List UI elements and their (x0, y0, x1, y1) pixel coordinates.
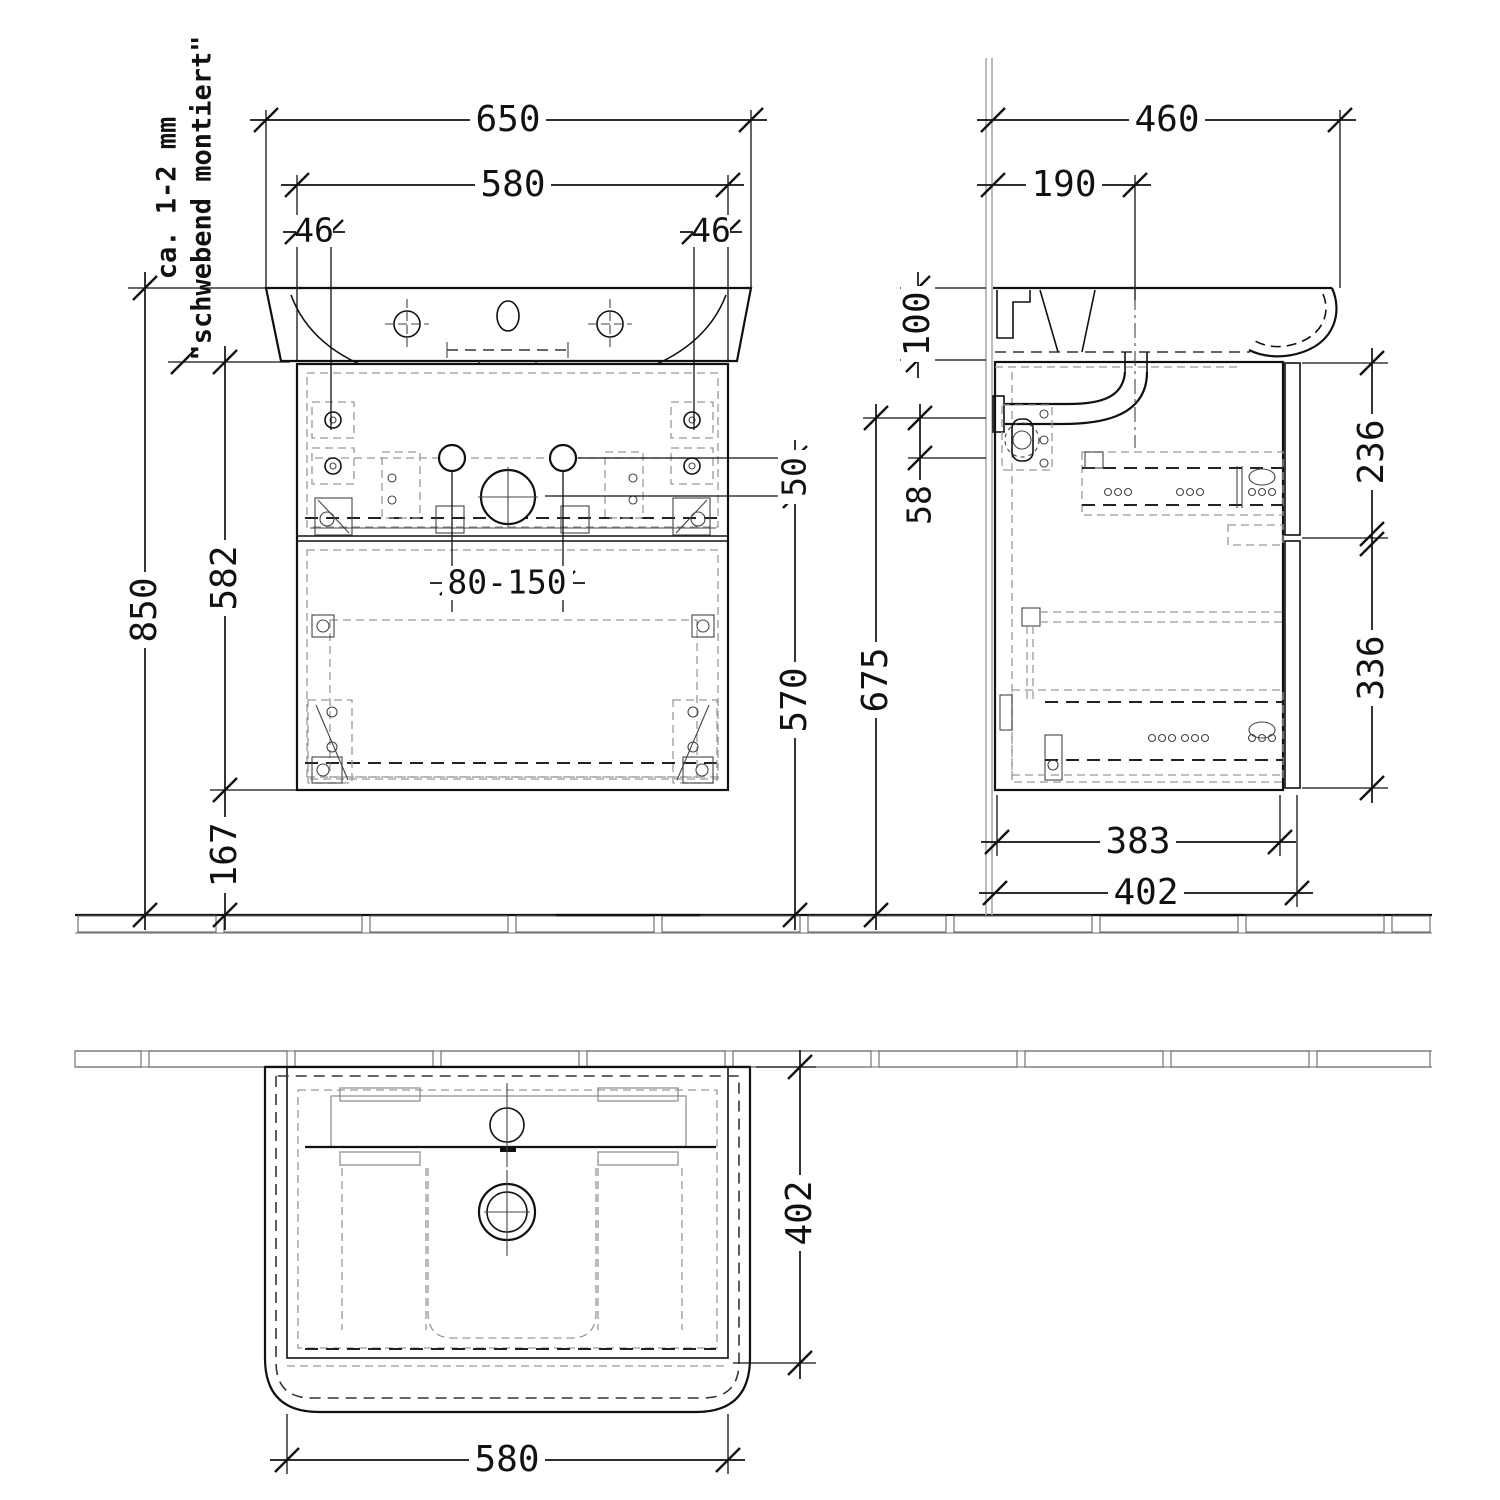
dim-label-402-side: 402 (1113, 872, 1179, 913)
dim-side-drawer-front-heights (1302, 348, 1392, 803)
tile-row-upper (78, 915, 1430, 932)
dim-side-trap-offset (977, 164, 1151, 300)
dim-label-50: 50 (774, 457, 814, 497)
dim-label-336: 336 (1351, 635, 1392, 701)
dim-front-cabinet-height (168, 346, 300, 930)
dim-label-675: 675 (855, 647, 896, 713)
note-line-1: ca. 1-2 mm (151, 116, 183, 280)
floor-line-and-tiles (75, 915, 1432, 1067)
tile-row-lower (75, 1051, 1432, 1067)
dim-label-190: 190 (1031, 164, 1097, 205)
note-line-2: "schwebend montiert" (186, 35, 218, 361)
dim-label-460: 460 (1134, 99, 1200, 140)
mounting-note (152, 35, 218, 360)
dim-label-46-right: 46 (691, 210, 731, 250)
front-view (266, 288, 751, 790)
dim-label-58: 58 (899, 485, 939, 525)
dim-plan-width (270, 1414, 745, 1480)
dim-label-100: 100 (897, 291, 938, 357)
dim-label-167: 167 (204, 822, 245, 888)
dim-label-582: 582 (204, 545, 245, 611)
dim-label-580-plan: 580 (474, 1439, 540, 1480)
dim-label-850: 850 (124, 577, 165, 643)
side-cabinet (995, 362, 1300, 790)
dim-side-bracket-offset (863, 404, 986, 525)
dim-label-46-left: 46 (294, 210, 334, 250)
dim-label-80-150: 80-150 (447, 562, 567, 602)
dim-label-402-plan: 402 (779, 1180, 820, 1246)
upper-drawer-front (1285, 363, 1300, 535)
dim-label-570: 570 (774, 667, 815, 733)
lower-drawer-front (1285, 541, 1300, 788)
plan-view (265, 1067, 750, 1412)
dim-side-basin-height (897, 272, 986, 378)
dim-side-carcass-depth (981, 795, 1296, 862)
dim-label-236: 236 (1351, 419, 1392, 485)
dim-label-580: 580 (480, 164, 546, 205)
dim-side-mount-height (855, 404, 896, 930)
dim-label-650: 650 (475, 99, 541, 140)
dim-label-383: 383 (1105, 821, 1171, 862)
